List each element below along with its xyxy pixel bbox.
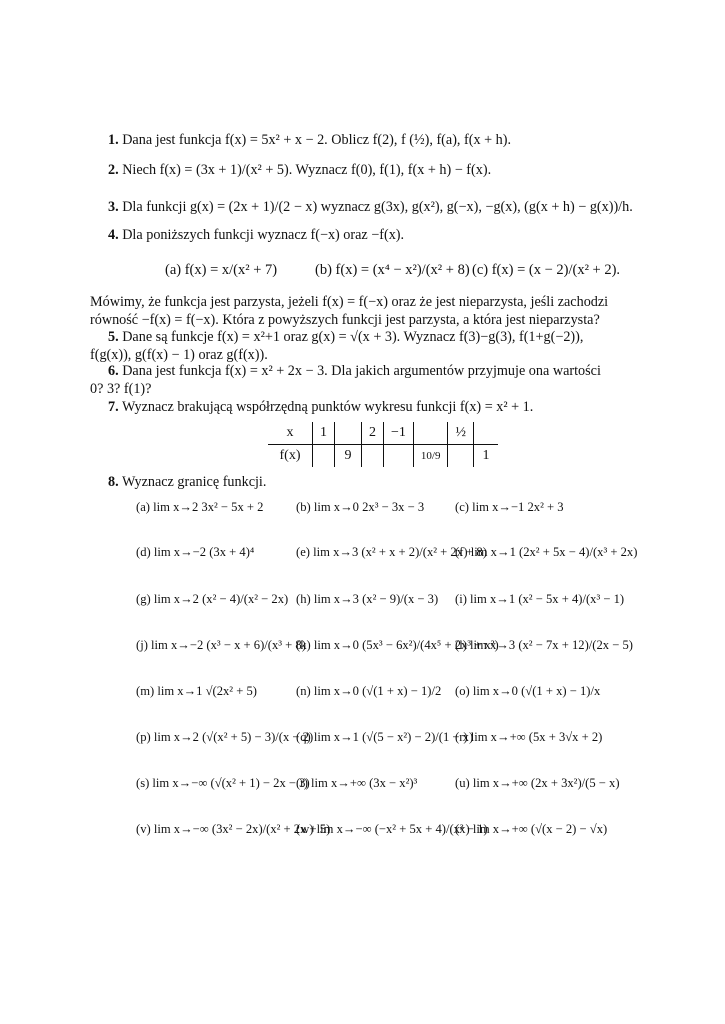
table-cell: 1 xyxy=(313,422,335,445)
table-cell xyxy=(413,422,448,445)
table-cell xyxy=(473,422,498,445)
problem-1 xyxy=(108,131,511,149)
limit-item: (x) lim x→+∞ (√(x − 2) − √x) xyxy=(455,822,608,836)
problem-4-item-c: (c) f(x) = (x − 2)/(x² + 2). xyxy=(472,262,621,278)
problem-3 xyxy=(108,198,633,216)
problem-4 xyxy=(108,226,404,244)
limit-item: (c) lim x→−1 2x² + 3 xyxy=(455,500,564,514)
problem-text: Dana jest funkcja f(x) = x² + 2x − 3. Dla jakich argumentów przyjmuje ona wartości xyxy=(122,363,601,379)
table-cell: f(x) xyxy=(268,445,313,468)
problem-4-item-a: (a) f(x) = x/(x² + 7) xyxy=(165,262,278,278)
limit-item: (f) lim x→1 (2x² + 5x − 4)/(x³ + 2x) xyxy=(455,545,638,559)
problem-4-item-b: (b) f(x) = (x⁴ − x²)/(x² + 8) xyxy=(315,262,470,278)
problem-number: 8. xyxy=(108,474,119,490)
problem-6-line-2: 0? 3? f(1)? xyxy=(90,381,152,397)
problem-5-line-2: f(g(x)), g(f(x) − 1) oraz g(f(x)). xyxy=(90,347,268,363)
limit-item: (r) lim x→+∞ (5x + 3√x + 2) xyxy=(455,730,603,744)
table-cell: ½ xyxy=(448,422,474,445)
problem-text: Dla funkcji g(x) = (2x + 1)/(2 − x) wyznacz g(3x), g(x²), g(−x), −g(x), (g(x + h) − g(x))/h. xyxy=(122,199,633,215)
limit-item: (e) lim x→3 (x² + x + 2)/(x² + 2x + 8) xyxy=(296,545,487,559)
limit-item: (j) lim x→−2 (x³ − x + 6)/(x³ + 8) xyxy=(136,638,306,652)
definition-line-1: Mówimy, że funkcja jest parzysta, jeżeli f(x) = f(−x) oraz że jest nieparzysta, jeśli zachodzi xyxy=(90,294,609,310)
problem-number: 1. xyxy=(108,132,119,148)
limit-item: (q) lim x→1 (√(5 − x²) − 2)/(1 − x) xyxy=(296,730,474,744)
table-cell xyxy=(335,422,362,445)
limit-item: (w) lim x→−∞ (−x² + 5x + 4)/(x³ − 1) xyxy=(296,822,488,836)
problem-8 xyxy=(108,473,266,491)
table-row-x xyxy=(268,422,498,445)
table-cell xyxy=(448,445,474,468)
problem-text: Wyznacz granicę funkcji. xyxy=(121,474,267,490)
limit-item: (k) lim x→0 (5x³ − 6x²)/(4x⁵ + 2x³ + x²) xyxy=(296,638,499,652)
problem-number: 5. xyxy=(108,329,119,345)
table-cell xyxy=(313,445,335,468)
limit-item: (b) lim x→0 2x³ − 3x − 3 xyxy=(296,500,425,514)
problem-text: Dana jest funkcja f(x) = 5x² + x − 2. Oblicz f(2), f (½), f(a), f(x + h). xyxy=(122,132,512,148)
limit-item: (v) lim x→−∞ (3x² − 2x)/(x² + 2x + 5) xyxy=(136,822,331,836)
table-cell xyxy=(384,445,414,468)
limit-item: (t) lim x→+∞ (3x − x²)³ xyxy=(296,776,418,790)
limit-item: (n) lim x→0 (√(1 + x) − 1)/2 xyxy=(296,684,442,698)
limit-item: (s) lim x→−∞ (√(x² + 1) − 2x − 3) xyxy=(136,776,310,790)
problem-number: 4. xyxy=(108,227,119,243)
limit-item: (h) lim x→3 (x² − 9)/(x − 3) xyxy=(296,592,439,606)
problem-number: 3. xyxy=(108,199,119,215)
limit-item: (d) lim x→−2 (3x + 4)⁴ xyxy=(136,545,255,559)
problem-number: 2. xyxy=(108,162,119,178)
limit-item: (i) lim x→1 (x² − 5x + 4)/(x³ − 1) xyxy=(455,592,625,606)
problem-7 xyxy=(108,398,533,416)
problem-text: Dla poniższych funkcji wyznacz f(−x) oraz −f(x). xyxy=(122,227,405,243)
problem-number: 7. xyxy=(108,399,119,415)
problem-text: Wyznacz brakującą współrzędną punktów wykresu funkcji f(x) = x² + 1. xyxy=(121,399,534,415)
table-row-fx xyxy=(268,445,498,468)
problem-2 xyxy=(108,161,491,179)
table-cell: 1 xyxy=(482,448,490,463)
problem-5 xyxy=(108,328,583,346)
limit-item: (l) lim x→3 (x² − 7x + 12)/(2x − 5) xyxy=(455,638,633,652)
table-cell: 10/9 xyxy=(413,445,448,468)
definition-line-2: równość −f(x) = f(−x). Która z powyższych funkcji jest parzysta, a która jest nieparzysta? xyxy=(90,312,600,328)
problem-number: 6. xyxy=(108,363,119,379)
problem-text: Dane są funkcje f(x) = x²+1 oraz g(x) = √(x + 3). Wyznacz f(3)−g(3), f(1+g(−2)), xyxy=(122,329,584,345)
table-cell: x xyxy=(268,422,313,445)
table-cell: −1 xyxy=(384,422,414,445)
limit-item: (u) lim x→+∞ (2x + 3x²)/(5 − x) xyxy=(455,776,620,790)
limit-item: (a) lim x→2 3x² − 5x + 2 xyxy=(136,500,264,514)
problem-6 xyxy=(108,362,601,380)
table-cell: 2 xyxy=(362,422,384,445)
table-cell: 9 xyxy=(335,445,362,468)
limit-item: (p) lim x→2 (√(x² + 5) − 3)/(x − 2) xyxy=(136,730,314,744)
limit-item: (g) lim x→2 (x² − 4)/(x² − 2x) xyxy=(136,592,289,606)
table-cell xyxy=(362,445,384,468)
values-table xyxy=(268,422,498,467)
limit-item: (o) lim x→0 (√(1 + x) − 1)/x xyxy=(455,684,601,698)
limit-item: (m) lim x→1 √(2x² + 5) xyxy=(136,684,257,698)
problem-text: Niech f(x) = (3x + 1)/(x² + 5). Wyznacz f(0), f(1), f(x + h) − f(x). xyxy=(122,162,492,178)
